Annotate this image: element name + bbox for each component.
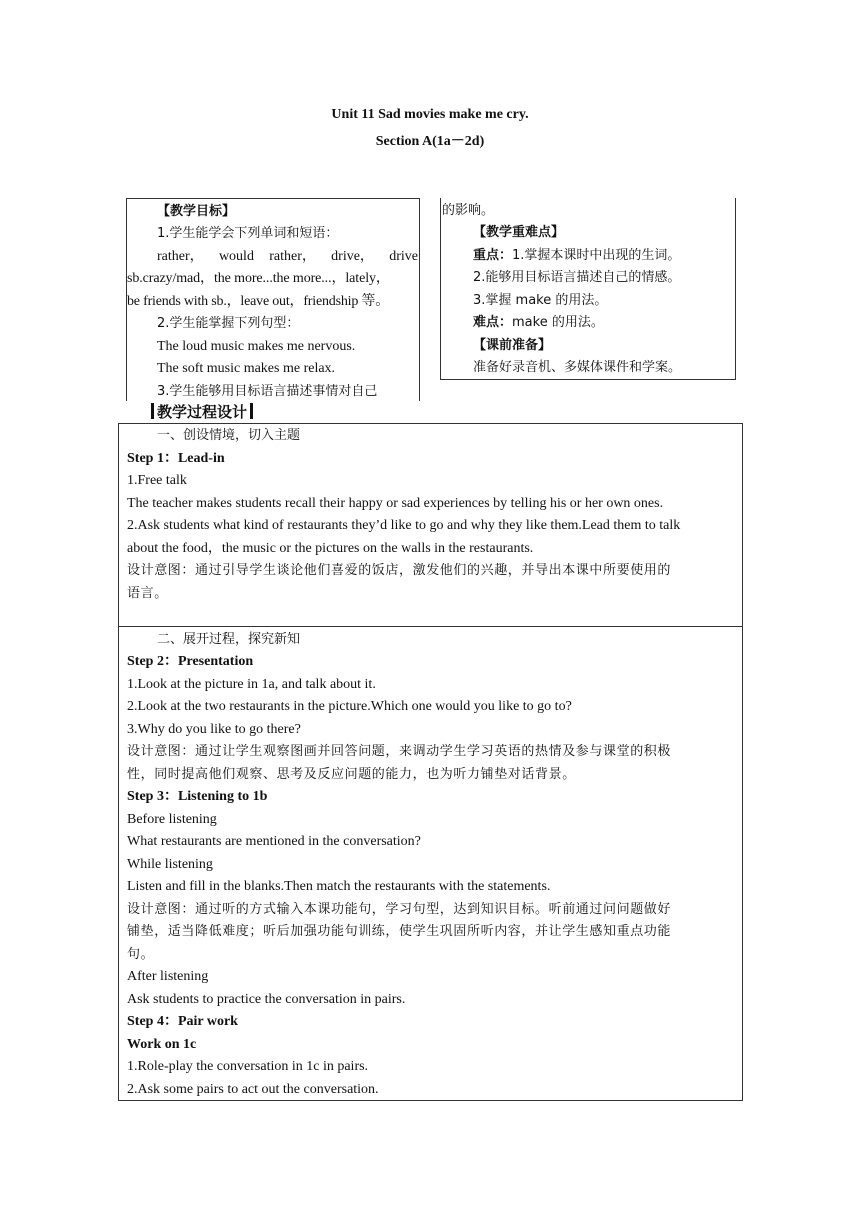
difficulty — [473, 312, 604, 335]
p3-line-1: Before listening — [127, 812, 217, 827]
p3-line-4: Listen and fill in the blanks.Then match the restaurants with the statements. — [127, 879, 551, 894]
p4-line-1: 1.Role-play the conversation in 1c in pairs. — [127, 1059, 369, 1074]
document-subtitle: Section A(1a－2d) — [375, 134, 485, 149]
p3-line-3: While listening — [127, 857, 213, 872]
objectives-line-2 — [157, 246, 418, 269]
step3-label: Step 3：Listening to 1b — [127, 789, 268, 804]
step2-label: Step 2：Presentation — [127, 654, 254, 669]
p1-line-3: 2.Ask students what kind of restaurants they’d like to go and why they like them.Lead them to talk — [127, 518, 681, 533]
p2-design-2: 性，同时提高他们观察、思考及反应问题的能力，也为听力铺垫对话背景。 — [127, 767, 576, 782]
p3-design-2: 铺垫，适当降低难度；听后加强功能句训练，使学生巩固所听内容，并让学生感知重点功能 — [127, 924, 672, 939]
bar-right — [250, 403, 253, 419]
word-2: would — [218, 249, 254, 264]
step4-label: Step 4：Pair work — [127, 1014, 238, 1029]
p3-line-5: After listening — [127, 969, 209, 984]
step4-sub: Work on 1c — [127, 1037, 197, 1052]
document-title: Unit 11 Sad movies make me cry. — [331, 107, 529, 122]
p3-design-1: 设计意图：通过听的方式输入本课功能句，学习句型，达到知识目标。听前通过问问题做好 — [127, 902, 672, 917]
nd-label: 难点： — [473, 315, 513, 330]
p1-line-2: The teacher makes students recall their happy or sad experiences by telling his or her own ones. — [127, 496, 664, 511]
part2-title: 二、展开过程，探究新知 — [157, 632, 301, 647]
word-5: drive — [389, 249, 418, 264]
process-heading — [148, 401, 256, 422]
p2-design-1: 设计意图：通过让学生观察图画并回答问题，来调动学生学习英语的热情及参与课堂的积极 — [127, 744, 672, 759]
process-heading-text: 教学过程设计 — [157, 403, 248, 421]
p3-design-3: 句。 — [127, 947, 155, 962]
objectives-line-8: 3.学生能够用目标语言描述事情对自己 — [157, 384, 378, 399]
p1-line-1: 1.Free talk — [127, 473, 187, 488]
table-row-divider — [118, 626, 742, 627]
p2-line-3: 3.Why do you like to go there? — [127, 722, 301, 737]
word-3: rather， — [269, 249, 316, 264]
p1-line-4: about the food，the music or the pictures on the walls in the restaurants. — [127, 541, 534, 556]
keypoints-cont: 的影响。 — [442, 203, 495, 218]
zd-1: 1.掌握本课时中出现的生词。 — [512, 248, 681, 263]
objectives-line-4: be friends with sb.，leave out，friendship 等。 — [127, 294, 390, 309]
nd-1: make 的用法。 — [512, 315, 604, 330]
word-4: drive， — [331, 249, 374, 264]
prep-text: 准备好录音机、多媒体课件和学案。 — [473, 360, 682, 375]
p3-line-2: What restaurants are mentioned in the conversation? — [127, 834, 421, 849]
keypoint-3: 3.掌握 make 的用法。 — [473, 293, 608, 308]
objectives-line-3: sb.crazy/mad，the more...the more...，lately， — [127, 271, 390, 286]
p3-line-6: Ask students to practice the conversation in pairs. — [127, 992, 406, 1007]
p2-line-1: 1.Look at the picture in 1a, and talk about it. — [127, 677, 376, 692]
part1-title: 一、创设情境，切入主题 — [157, 428, 301, 443]
objectives-line-6: The loud music makes me nervous. — [157, 339, 356, 354]
keypoints-heading: 【教学重难点】 — [473, 225, 565, 240]
objectives-heading: 【教学目标】 — [157, 204, 236, 219]
objectives-line-7: The soft music makes me relax. — [157, 361, 336, 376]
bar-left — [151, 403, 154, 419]
p4-line-2: 2.Ask some pairs to act out the conversation. — [127, 1082, 379, 1097]
keypoint-1 — [473, 245, 680, 268]
objectives-line-5: 2.学生能掌握下列句型： — [157, 316, 300, 331]
objectives-line-1: 1.学生能学会下列单词和短语： — [157, 226, 339, 241]
p2-line-2: 2.Look at the two restaurants in the picture.Which one would you like to go to? — [127, 699, 572, 714]
prep-heading: 【课前准备】 — [473, 338, 552, 353]
p1-design-1: 设计意图：通过引导学生谈论他们喜爱的饭店，激发他们的兴趣，并导出本课中所要使用的 — [127, 563, 672, 578]
word-1: rather， — [157, 249, 204, 264]
step1-label: Step 1：Lead-in — [127, 451, 225, 466]
p1-design-2: 语言。 — [127, 586, 168, 601]
zd-label: 重点： — [473, 248, 513, 263]
keypoint-2: 2.能够用目标语言描述自己的情感。 — [473, 270, 681, 285]
